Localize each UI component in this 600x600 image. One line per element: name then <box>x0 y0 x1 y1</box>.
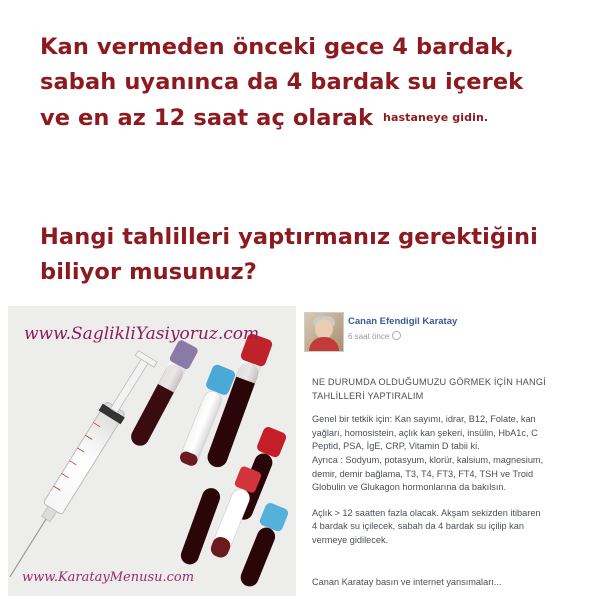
blood-tubes-photo <box>8 306 296 596</box>
headline-line: sabah uyanınca da 4 bardak su içerek <box>40 69 524 95</box>
post-author-link[interactable]: Canan Efendigil Karatay <box>348 316 458 327</box>
syringe-icon <box>8 349 159 583</box>
headline-line: ve en az 12 saat aç olarak hastaneye gidin. <box>40 105 489 131</box>
headline-line: Kan vermeden önceki gece 4 bardak, <box>40 34 514 60</box>
headline-question <box>40 220 538 290</box>
post-heading: NE DURUMDA OLDUĞUMUZU GÖRMEK İÇİN HANGİ TAHLİLLERİ YAPTIRALIM <box>312 377 546 401</box>
post-paragraph: Canan Karatay basın ve internet yansımaları... <box>312 576 502 587</box>
headline-line: Hangi tahlilleri yaptırmanız gerektiğini <box>40 224 538 250</box>
blood-tubes-illustration <box>8 306 296 596</box>
headline-small-text: hastaneye gidin. <box>383 111 489 124</box>
post-timestamp[interactable]: 6 saat önce <box>348 331 401 341</box>
globe-icon <box>392 331 401 340</box>
avatar[interactable] <box>304 312 344 352</box>
post-paragraph: Genel bir tetkik için: Kan sayımı, idrar, B12, Folate, kan yağları, homosistein, açlık kan şekeri, insülin, HbA1c, C Peptid, PSA, İgE, CRP, Vitamin D tabii ki. Ayrıca : Sodyum, potasyum, klorür, kalsium, magnesium, demir, demir bağlama, T3, T4, FT3, FT4, TSH ve Troid Globulin ve Glukagon hormonlarına da bakılsın. <box>312 414 544 493</box>
headline-fasting-instructions <box>40 30 523 136</box>
watermark-bottom: www.KaratayMenusu.com <box>22 570 195 585</box>
watermark-top: www.SaglikliYasiyoruz.com <box>24 324 260 344</box>
headline-line: biliyor musunuz? <box>40 259 257 285</box>
post-paragraph: Açlık > 12 saatten fazla olacak. Akşam sekizden itibaren 4 bardak su içilecek, sabah da 4 bardak su içilip kan vermeye gidilecek. <box>312 507 541 545</box>
post-body <box>312 376 592 595</box>
facebook-post <box>300 306 595 596</box>
